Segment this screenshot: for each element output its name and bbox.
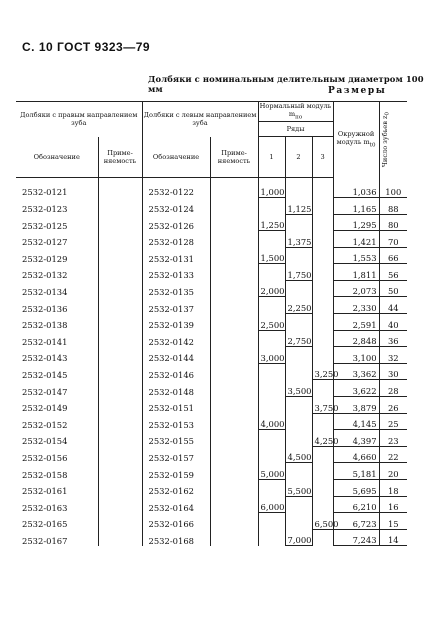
left-applicability-cell xyxy=(210,380,258,397)
module-row2-cell xyxy=(285,397,312,414)
module-row1-cell xyxy=(258,264,285,281)
circ-module-cell: 5,695 xyxy=(333,480,379,497)
right-designation-cell: 2532-0145 xyxy=(16,363,98,380)
teeth-count-cell: 88 xyxy=(379,197,407,214)
table-row xyxy=(16,197,407,214)
circ-module-cell: 3,622 xyxy=(333,380,379,397)
table-row xyxy=(16,297,407,314)
module-row2-cell xyxy=(285,513,312,530)
module-row3-cell xyxy=(312,380,333,397)
table-row xyxy=(16,264,407,281)
left-designation-cell: 2532-0151 xyxy=(142,397,210,414)
module-row2-cell xyxy=(285,463,312,480)
left-designation-cell: 2532-0162 xyxy=(142,480,210,497)
circ-module-label: Окружной модуль m xyxy=(336,130,375,147)
module-row1-cell xyxy=(258,330,285,347)
module-row1-cell: 3,000 xyxy=(258,347,285,364)
table-row xyxy=(16,214,407,231)
teeth-count-vertical xyxy=(381,112,391,167)
left-teeth-header: Долбяки с левым направлением зуба xyxy=(142,102,258,137)
right-designation-cell: 2532-0163 xyxy=(16,496,98,513)
rows-header: Ряды xyxy=(258,122,333,137)
left-designation-cell: 2532-0144 xyxy=(142,347,210,364)
circ-module-cell: 5,181 xyxy=(333,463,379,480)
left-designation-cell: 2532-0126 xyxy=(142,214,210,231)
table-row xyxy=(16,280,407,297)
right-applicability-cell xyxy=(98,197,142,214)
left-applicability-cell xyxy=(210,280,258,297)
table-row xyxy=(16,380,407,397)
right-applicability-cell xyxy=(98,363,142,380)
module-row2-cell xyxy=(285,214,312,231)
module-row2-cell xyxy=(285,496,312,513)
left-designation-header: Обозначение xyxy=(142,137,210,178)
table-body xyxy=(16,178,407,546)
table-row xyxy=(16,397,407,414)
module-row1-cell: 4,000 xyxy=(258,413,285,430)
module-group-label: Нормальный модуль m xyxy=(259,102,332,118)
module-row2-cell: 2,750 xyxy=(285,330,312,347)
module-row2-cell: 2,250 xyxy=(285,297,312,314)
module-row1-cell: 1,250 xyxy=(258,214,285,231)
cutters-table xyxy=(16,101,407,546)
left-applicability-cell xyxy=(210,314,258,331)
left-designation-cell: 2532-0159 xyxy=(142,463,210,480)
left-applicability-cell xyxy=(210,529,258,546)
right-applicability-header: Применяемость xyxy=(98,137,142,178)
module-row1-cell xyxy=(258,446,285,463)
left-applicability-header: Применяемость xyxy=(210,137,258,178)
right-designation-cell: 2532-0123 xyxy=(16,197,98,214)
circ-module-cell: 1,421 xyxy=(333,231,379,248)
module-row3-cell xyxy=(312,214,333,231)
right-designation-cell: 2532-0165 xyxy=(16,513,98,530)
module-row2-cell xyxy=(285,347,312,364)
right-applicability-cell xyxy=(98,247,142,264)
module-row3-cell xyxy=(312,529,333,546)
teeth-count-cell: 56 xyxy=(379,264,407,281)
left-designation-cell: 2532-0139 xyxy=(142,314,210,331)
module-row2-cell xyxy=(285,314,312,331)
left-applicability-cell xyxy=(210,347,258,364)
teeth-count-cell: 70 xyxy=(379,231,407,248)
right-applicability-cell xyxy=(98,264,142,281)
module-row2-cell xyxy=(285,178,312,198)
circ-module-cell: 4,145 xyxy=(333,413,379,430)
left-designation-cell: 2532-0122 xyxy=(142,178,210,198)
circ-module-cell: 1,036 xyxy=(333,178,379,198)
teeth-count-cell: 20 xyxy=(379,463,407,480)
module-row2-cell: 4,500 xyxy=(285,446,312,463)
module-row2-cell xyxy=(285,280,312,297)
right-applicability-cell xyxy=(98,330,142,347)
module-row3-cell xyxy=(312,347,333,364)
circ-module-cell: 7,243 xyxy=(333,529,379,546)
teeth-count-cell: 22 xyxy=(379,446,407,463)
left-designation-cell: 2532-0153 xyxy=(142,413,210,430)
module-row1-cell xyxy=(258,197,285,214)
right-applicability-cell xyxy=(98,480,142,497)
right-designation-cell: 2532-0132 xyxy=(16,264,98,281)
left-designation-cell: 2532-0157 xyxy=(142,446,210,463)
module-row3-cell xyxy=(312,231,333,248)
module-row3-cell xyxy=(312,178,333,198)
right-applicability-cell xyxy=(98,297,142,314)
left-designation-cell: 2532-0128 xyxy=(142,231,210,248)
left-applicability-cell xyxy=(210,430,258,447)
module-row2-cell: 1,125 xyxy=(285,197,312,214)
teeth-count-cell: 26 xyxy=(379,397,407,414)
teeth-count-header xyxy=(379,102,407,178)
left-designation-cell: 2532-0164 xyxy=(142,496,210,513)
circ-module-cell: 4,660 xyxy=(333,446,379,463)
module-row1-cell xyxy=(258,363,285,380)
right-designation-cell: 2532-0149 xyxy=(16,397,98,414)
right-designation-cell: 2532-0136 xyxy=(16,297,98,314)
teeth-count-cell: 50 xyxy=(379,280,407,297)
table-row xyxy=(16,480,407,497)
right-applicability-cell xyxy=(98,430,142,447)
table-row xyxy=(16,446,407,463)
left-applicability-cell xyxy=(210,330,258,347)
right-designation-cell: 2532-0156 xyxy=(16,446,98,463)
left-applicability-cell xyxy=(210,297,258,314)
module-row3-cell xyxy=(312,330,333,347)
left-designation-cell: 2532-0131 xyxy=(142,247,210,264)
circ-module-cell: 2,848 xyxy=(333,330,379,347)
right-applicability-cell xyxy=(98,397,142,414)
module-row3-cell: 4,250 xyxy=(312,430,333,447)
teeth-count-cell: 14 xyxy=(379,529,407,546)
left-designation-cell: 2532-0142 xyxy=(142,330,210,347)
teeth-count-label: Число зубьев z xyxy=(380,115,389,168)
module-row3-cell xyxy=(312,314,333,331)
left-designation-cell: 2532-0166 xyxy=(142,513,210,530)
circ-module-cell: 1,165 xyxy=(333,197,379,214)
table-row xyxy=(16,247,407,264)
module-row1-cell: 1,500 xyxy=(258,247,285,264)
right-designation-cell: 2532-0158 xyxy=(16,463,98,480)
right-designation-cell: 2532-0143 xyxy=(16,347,98,364)
row3-header: 3 xyxy=(312,137,333,178)
module-row3-cell: 3,250 xyxy=(312,363,333,380)
right-designation-cell: 2532-0121 xyxy=(16,178,98,198)
module-row1-cell xyxy=(258,513,285,530)
module-row1-cell xyxy=(258,529,285,546)
left-designation-cell: 2532-0133 xyxy=(142,264,210,281)
teeth-count-cell: 44 xyxy=(379,297,407,314)
right-designation-cell: 2532-0134 xyxy=(16,280,98,297)
table-row xyxy=(16,363,407,380)
circ-module-cell: 3,362 xyxy=(333,363,379,380)
table-row xyxy=(16,529,407,546)
module-row1-cell xyxy=(258,380,285,397)
module-row1-cell: 2,500 xyxy=(258,314,285,331)
left-applicability-cell xyxy=(210,231,258,248)
teeth-count-cell: 16 xyxy=(379,496,407,513)
teeth-count-sub: 0 xyxy=(383,112,390,116)
right-applicability-cell xyxy=(98,347,142,364)
right-designation-cell: 2532-0138 xyxy=(16,314,98,331)
page-header: С. 10 ГОСТ 9323—79 xyxy=(22,40,151,54)
circ-module-cell: 2,591 xyxy=(333,314,379,331)
module-row3-cell xyxy=(312,247,333,264)
module-group-sub: по xyxy=(295,114,303,121)
module-row3-cell xyxy=(312,413,333,430)
right-designation-cell: 2532-0154 xyxy=(16,430,98,447)
right-designation-cell: 2532-0141 xyxy=(16,330,98,347)
units-label: Размеры xyxy=(328,86,387,96)
circ-module-cell: 6,210 xyxy=(333,496,379,513)
left-applicability-cell xyxy=(210,178,258,198)
right-designation-cell: 2532-0125 xyxy=(16,214,98,231)
left-designation-cell: 2532-0168 xyxy=(142,529,210,546)
module-row2-cell xyxy=(285,430,312,447)
right-designation-cell: 2532-0161 xyxy=(16,480,98,497)
module-row1-cell xyxy=(258,231,285,248)
module-row1-cell: 1,000 xyxy=(258,178,285,198)
circ-module-cell: 3,100 xyxy=(333,347,379,364)
module-row2-cell: 5,500 xyxy=(285,480,312,497)
module-row3-cell: 6,500 xyxy=(312,513,333,530)
table-row xyxy=(16,231,407,248)
left-applicability-cell xyxy=(210,247,258,264)
teeth-count-cell: 15 xyxy=(379,513,407,530)
circ-module-cell: 6,723 xyxy=(333,513,379,530)
left-applicability-cell xyxy=(210,413,258,430)
module-group-header xyxy=(258,102,333,122)
module-row3-cell xyxy=(312,446,333,463)
teeth-count-cell: 28 xyxy=(379,380,407,397)
right-applicability-cell xyxy=(98,413,142,430)
left-applicability-cell xyxy=(210,513,258,530)
left-applicability-cell xyxy=(210,397,258,414)
right-designation-cell: 2532-0127 xyxy=(16,231,98,248)
row1-header: 1 xyxy=(258,137,285,178)
circ-module-cell: 3,879 xyxy=(333,397,379,414)
module-row3-cell xyxy=(312,480,333,497)
teeth-count-cell: 100 xyxy=(379,178,407,198)
circ-module-cell: 1,553 xyxy=(333,247,379,264)
table-row xyxy=(16,178,407,198)
left-designation-cell: 2532-0135 xyxy=(142,280,210,297)
right-designation-cell: 2532-0167 xyxy=(16,529,98,546)
right-applicability-cell xyxy=(98,280,142,297)
right-designation-header: Обозначение xyxy=(16,137,98,178)
module-row1-cell: 2,000 xyxy=(258,280,285,297)
left-applicability-cell xyxy=(210,214,258,231)
module-row1-cell: 6,000 xyxy=(258,496,285,513)
left-applicability-cell xyxy=(210,463,258,480)
circ-module-cell: 1,811 xyxy=(333,264,379,281)
left-designation-cell: 2532-0148 xyxy=(142,380,210,397)
module-row3-cell: 3,750 xyxy=(312,397,333,414)
module-row3-cell xyxy=(312,463,333,480)
module-row1-cell xyxy=(258,430,285,447)
module-row2-cell xyxy=(285,363,312,380)
table-row xyxy=(16,496,407,513)
left-applicability-cell xyxy=(210,264,258,281)
table-row xyxy=(16,330,407,347)
module-row2-cell xyxy=(285,247,312,264)
circ-module-cell: 2,073 xyxy=(333,280,379,297)
left-designation-cell: 2532-0124 xyxy=(142,197,210,214)
right-teeth-header: Долбяки с правым направлением зуба xyxy=(16,102,142,137)
right-applicability-cell xyxy=(98,463,142,480)
module-row2-cell xyxy=(285,413,312,430)
table-row xyxy=(16,413,407,430)
teeth-count-cell: 25 xyxy=(379,413,407,430)
left-applicability-cell xyxy=(210,363,258,380)
teeth-count-cell: 32 xyxy=(379,347,407,364)
module-row1-cell: 5,000 xyxy=(258,463,285,480)
module-row1-cell xyxy=(258,480,285,497)
right-applicability-cell xyxy=(98,529,142,546)
circ-module-cell: 1,295 xyxy=(333,214,379,231)
right-designation-cell: 2532-0129 xyxy=(16,247,98,264)
module-row3-cell xyxy=(312,297,333,314)
module-row3-cell xyxy=(312,280,333,297)
left-designation-cell: 2532-0146 xyxy=(142,363,210,380)
left-applicability-cell xyxy=(210,446,258,463)
module-row3-cell xyxy=(312,264,333,281)
teeth-count-cell: 18 xyxy=(379,480,407,497)
left-designation-cell: 2532-0137 xyxy=(142,297,210,314)
table-title: Долбяки с номинальным делительным диаметром 100 мм xyxy=(148,74,424,94)
table-row xyxy=(16,513,407,530)
right-applicability-cell xyxy=(98,314,142,331)
module-row3-cell xyxy=(312,496,333,513)
right-applicability-cell xyxy=(98,178,142,198)
right-applicability-cell xyxy=(98,380,142,397)
right-applicability-cell xyxy=(98,214,142,231)
circ-module-sub: t0 xyxy=(369,142,376,149)
circ-module-header xyxy=(333,102,379,178)
right-applicability-cell xyxy=(98,446,142,463)
right-applicability-cell xyxy=(98,496,142,513)
module-row2-cell: 7,000 xyxy=(285,529,312,546)
table-row xyxy=(16,430,407,447)
module-row2-cell: 3,500 xyxy=(285,380,312,397)
teeth-count-cell: 80 xyxy=(379,214,407,231)
teeth-count-cell: 40 xyxy=(379,314,407,331)
left-applicability-cell xyxy=(210,496,258,513)
module-row1-cell xyxy=(258,297,285,314)
teeth-count-cell: 66 xyxy=(379,247,407,264)
table-row xyxy=(16,314,407,331)
circ-module-cell: 2,330 xyxy=(333,297,379,314)
right-designation-cell: 2532-0147 xyxy=(16,380,98,397)
right-applicability-cell xyxy=(98,513,142,530)
module-row1-cell xyxy=(258,397,285,414)
circ-module-cell: 4,397 xyxy=(333,430,379,447)
right-designation-cell: 2532-0152 xyxy=(16,413,98,430)
table-row xyxy=(16,463,407,480)
teeth-count-cell: 36 xyxy=(379,330,407,347)
row2-header: 2 xyxy=(285,137,312,178)
teeth-count-cell: 23 xyxy=(379,430,407,447)
right-applicability-cell xyxy=(98,231,142,248)
table-row xyxy=(16,347,407,364)
module-row2-cell: 1,750 xyxy=(285,264,312,281)
left-designation-cell: 2532-0155 xyxy=(142,430,210,447)
left-applicability-cell xyxy=(210,197,258,214)
module-row3-cell xyxy=(312,197,333,214)
module-row2-cell: 1,375 xyxy=(285,231,312,248)
left-applicability-cell xyxy=(210,480,258,497)
teeth-count-cell: 30 xyxy=(379,363,407,380)
